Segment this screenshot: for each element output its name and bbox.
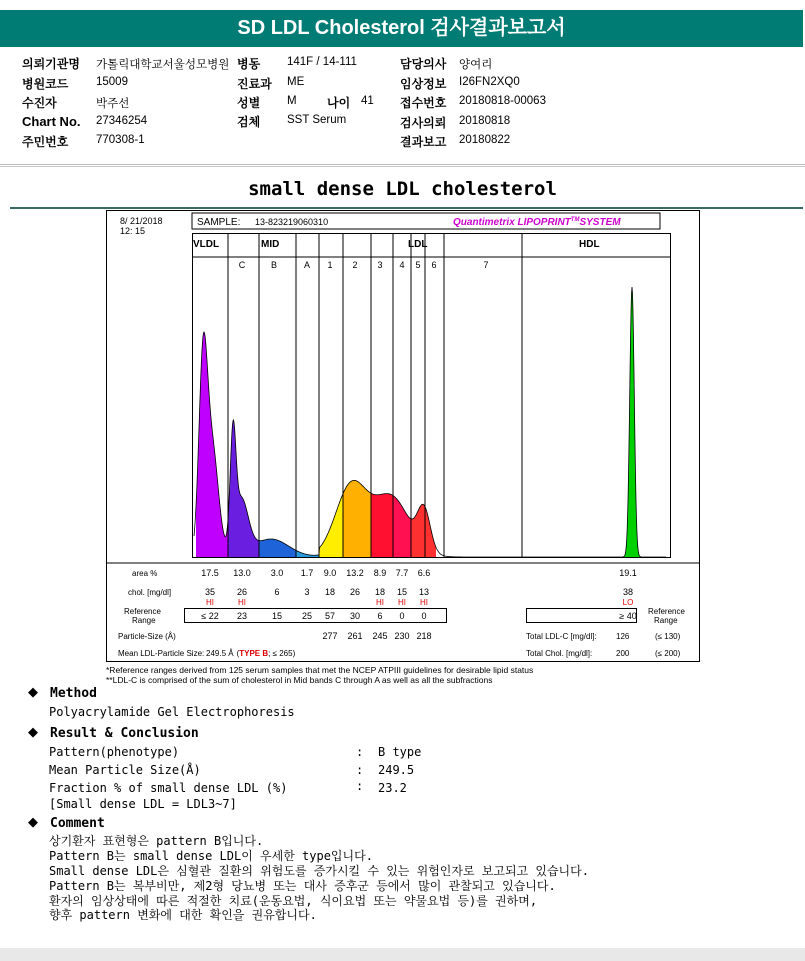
result-label-size: Mean Particle Size(Å) [49, 763, 201, 777]
comment-heading: Comment [50, 816, 105, 831]
band-label: 3 [377, 260, 383, 270]
area-value: 13.0 [233, 568, 251, 578]
result-bullet-icon: ◆ [28, 725, 38, 740]
size-value: 277 [322, 631, 338, 641]
row-label-ref-2: Range [132, 616, 156, 625]
band-label: B [270, 260, 278, 270]
area-value: 17.5 [201, 568, 219, 578]
area-value: 3.0 [270, 568, 284, 578]
footnote-1: *Reference ranges derived from 125 serum samples that met the NCEP ATPIII guidelines for desirable lipid status [106, 665, 534, 675]
dept-label: 진료과 [237, 77, 272, 91]
patient-value: 박주선 [96, 98, 130, 110]
total-chol-value: 200 [616, 649, 630, 658]
chol-value: 26 [349, 587, 361, 597]
comment-line: 상기환자 표현형은 pattern B입니다. [49, 834, 264, 848]
chol-value: 18 [324, 587, 336, 597]
footnote-2: **LDL-C is comprised of the sum of cholesterol in Mid bands C through A as well as all the subfractions [106, 675, 493, 685]
chol-value: 38 [622, 587, 634, 597]
flag-value: HI [420, 598, 428, 607]
chol-value: 35 [204, 587, 216, 597]
ref-value: 15 [271, 611, 283, 621]
row-label-ref-1: Reference [124, 607, 161, 616]
institution-label: 의뢰기관명 [22, 57, 80, 71]
band-label: 1 [327, 260, 333, 270]
doctor-value: 양여리 [459, 59, 493, 71]
band-label: C [238, 260, 246, 270]
report-title-bar [0, 10, 803, 47]
age-label: 나이 [327, 96, 351, 110]
report-title: SD LDL Cholesterol 검사결과보고서 [237, 17, 566, 39]
size-value: 245 [372, 631, 388, 641]
band-label: 5 [415, 260, 421, 270]
group-label-ldl: LDL [408, 239, 428, 250]
group-label-mid: MID [261, 239, 280, 250]
result-value-pattern: B type [378, 745, 422, 759]
ref-right-label-2: Range [654, 616, 678, 625]
area-value: 9.0 [323, 568, 337, 578]
chol-value: 6 [274, 587, 280, 597]
row-label-size: Particle-Size (Å) [118, 632, 176, 641]
size-value: 218 [416, 631, 432, 641]
result-value-fraction: 23.2 [378, 781, 407, 795]
flag-value: LO [622, 598, 634, 607]
total-ldl-label: Total LDL-C [mg/dl]: [526, 632, 597, 641]
area-value: 13.2 [346, 568, 364, 578]
result-note: [Small dense LDL = LDL3~7] [49, 797, 237, 811]
comment-line: 향후 pattern 변화에 대한 확인을 권유합니다. [49, 908, 317, 922]
ref-value: 6 [377, 611, 383, 621]
area-value: 7.7 [395, 568, 409, 578]
row-label-area: area % [132, 569, 158, 578]
comment-line: Pattern B는 small dense LDL이 우세한 type입니다. [49, 849, 373, 863]
doctor-label: 담당의사 [400, 57, 447, 71]
mean-size-value: 249.5 Å [206, 649, 234, 658]
section-title-rule [10, 207, 803, 209]
band-label: 4 [399, 260, 405, 270]
band-label: 2 [352, 260, 358, 270]
ward-label: 병동 [237, 57, 261, 71]
institution-value: 가톨릭대학교서울성모병원 [96, 59, 230, 71]
result-colon-pattern: : [356, 745, 364, 759]
clinical-label: 임상정보 [400, 77, 447, 91]
lipoprint-chart [106, 210, 700, 662]
ref-value: 0 [399, 611, 405, 621]
ref-right-label-1: Reference [648, 607, 685, 616]
chart-time: 12: 15 [120, 226, 146, 236]
total-chol-ref: (≤ 200) [655, 649, 681, 658]
method-heading: Method [50, 686, 97, 701]
size-value: 261 [347, 631, 363, 641]
chol-value: 18 [374, 587, 386, 597]
header-divider [0, 164, 805, 165]
ref-value: 23 [236, 611, 248, 621]
size-value: 230 [394, 631, 410, 641]
result-colon-size: : [356, 763, 364, 777]
dept-value: ME [287, 76, 305, 88]
comment-line: Pattern B는 복부비만, 제2형 당뇨병 또는 대사 증후군 등에서 많이 관찰되고 있습니다. [49, 879, 556, 893]
comment-line: 환자의 임상상태에 따른 적절한 치료(운동요법, 식이요법 또는 약물요법 등)를 권하며, [49, 894, 538, 908]
brand-label: Quantimetrix LIPOPRINT™SYSTEM [453, 217, 621, 228]
chol-value: 3 [304, 587, 310, 597]
ref-value: 30 [349, 611, 361, 621]
flag-value: HI [238, 598, 246, 607]
mean-size-line: 249.5 Å (TYPE B; ≤ 265) [206, 649, 296, 658]
method-bullet-icon: ◆ [28, 685, 38, 700]
total-chol-label: Total Chol. [mg/dl]: [526, 649, 593, 658]
id-value: 770308-1 [96, 134, 145, 146]
area-value: 8.9 [373, 568, 387, 578]
area-value: 1.7 [300, 568, 314, 578]
mean-type: TYPE B [239, 649, 269, 658]
id-label: 주민번호 [22, 135, 69, 149]
ref-value: ≥ 40 [619, 611, 637, 621]
row-label-chol: chol. [mg/dl] [128, 588, 172, 597]
ref-value: 0 [421, 611, 427, 621]
lipoprint-svg [106, 210, 700, 662]
result-date-value: 20180822 [459, 134, 511, 146]
mean-size-label: Mean LDL-Particle Size: [118, 649, 205, 658]
ref-value: 25 [301, 611, 313, 621]
band-label: 6 [431, 260, 437, 270]
result-date-label: 결과보고 [400, 135, 447, 149]
total-ldl-value: 126 [616, 632, 630, 641]
request-label: 검사의뢰 [400, 116, 447, 130]
area-value: 6.6 [417, 568, 431, 578]
band-label: A [303, 260, 311, 270]
flag-value: HI [376, 598, 384, 607]
ref-value: ≤ 22 [201, 611, 219, 621]
age-value: 41 [361, 95, 374, 107]
sex-label: 성별 [237, 96, 261, 110]
chart-no-value: 27346254 [96, 115, 148, 127]
receipt-value: 20180818-00063 [459, 95, 546, 107]
result-heading: Result & Conclusion [50, 726, 199, 741]
receipt-label: 접수번호 [400, 96, 447, 110]
sample-label: SAMPLE: [197, 217, 241, 228]
patient-label: 수진자 [22, 96, 57, 110]
area-value: 19.1 [619, 568, 637, 578]
total-ldl-ref: (≤ 130) [655, 632, 681, 641]
hospital-code-label: 병원코드 [22, 77, 69, 91]
comment-bullet-icon: ◆ [28, 815, 38, 830]
trace-segment-5 [343, 480, 371, 557]
chart-date: 8/ 21/2018 [120, 216, 163, 226]
result-colon-fraction: : [356, 779, 364, 793]
patient-header [0, 48, 805, 164]
comment-line: Small dense LDL은 심혈관 질환의 위험도를 증가시킬 수 있는 위험인자로 보고되고 있습니다. [49, 864, 589, 878]
chol-value: 15 [396, 587, 408, 597]
result-label-fraction: Fraction % of small dense LDL (%) [49, 781, 288, 795]
request-value: 20180818 [459, 115, 511, 127]
sample-id: 13-823219060310 [255, 217, 329, 227]
specimen-label: 검체 [237, 115, 261, 129]
clinical-value: I26FN2XQ0 [459, 76, 520, 88]
ward-value: 141F / 14-111 [287, 56, 357, 68]
group-label-vldl: VLDL [193, 239, 220, 250]
method-text: Polyacrylamide Gel Electrophoresis [49, 705, 295, 719]
result-value-size: 249.5 [378, 763, 415, 777]
specimen-value: SST Serum [287, 114, 347, 126]
page-bottom-band [0, 948, 805, 961]
result-label-pattern: Pattern(phenotype) [49, 745, 180, 759]
group-label-hdl: HDL [579, 239, 600, 250]
trace-segment-6 [371, 493, 393, 557]
hospital-code-value: 15009 [96, 76, 128, 88]
band-label: 7 [483, 260, 489, 270]
chol-value: 13 [418, 587, 430, 597]
flag-value: HI [206, 598, 214, 607]
chol-value: 26 [236, 587, 248, 597]
ref-value: 57 [324, 611, 336, 621]
sex-value: M [287, 95, 297, 107]
chart-no-label: Chart No. [22, 114, 81, 129]
section-title: small dense LDL cholesterol [248, 178, 557, 200]
flag-value: HI [398, 598, 406, 607]
